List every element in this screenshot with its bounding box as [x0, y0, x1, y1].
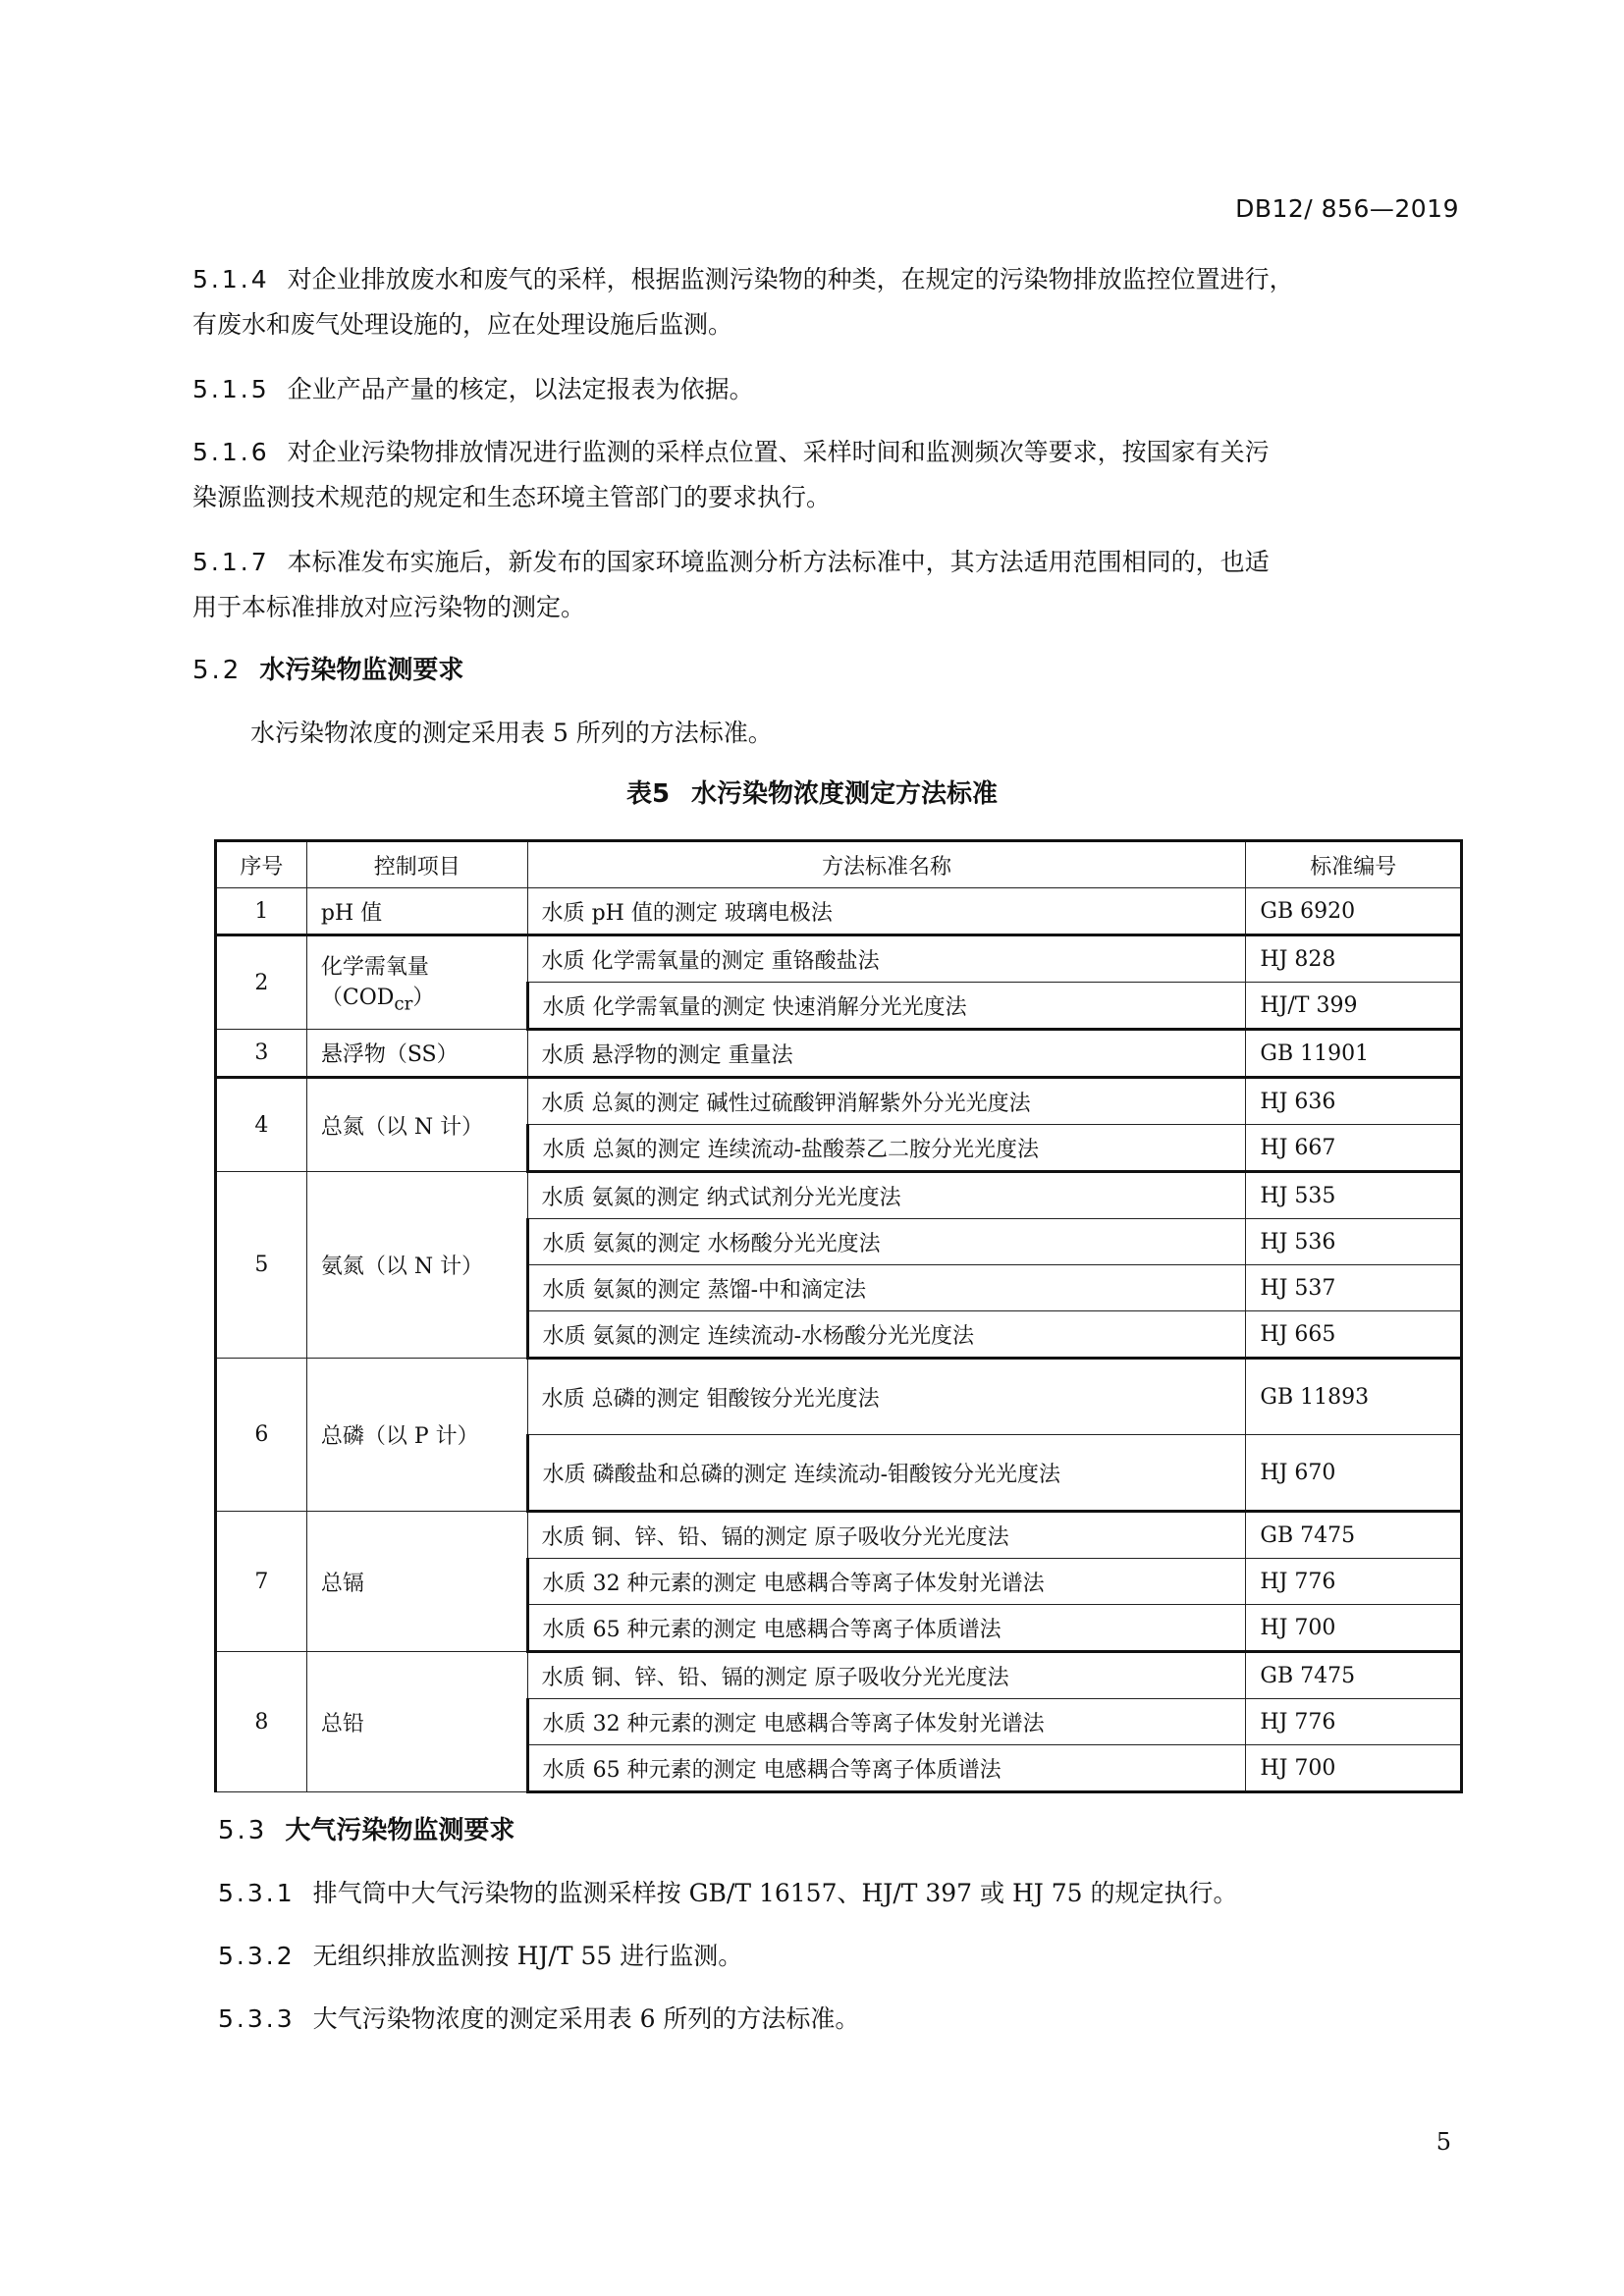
page-number: 5	[1435, 2128, 1451, 2156]
code-cell: HJ 700	[1246, 1745, 1462, 1792]
section-number: 5.3	[218, 1816, 268, 1845]
table-row	[216, 935, 1462, 983]
clause-text: 对企业排放废水和废气的采样，根据监测污染物的种类，在规定的污染物排放监控位置进行，	[287, 265, 1294, 294]
code-cell: HJ 667	[1246, 1125, 1462, 1172]
clause-5-3-3	[218, 1997, 1485, 2042]
item-name: 化学需氧量	[320, 955, 429, 981]
code-cell: HJ 636	[1246, 1078, 1462, 1125]
section-5-3-heading	[218, 1808, 514, 1853]
method-cell: 水质 总磷的测定 钼酸铵分光光度法	[527, 1359, 1246, 1435]
method-cell: 水质 铜、锌、铅、镉的测定 原子吸收分光光度法	[527, 1512, 1246, 1559]
header-item: 控制项目	[306, 841, 527, 888]
clause-text: 企业产品产量的核定，以法定报表为依据。	[287, 375, 754, 403]
standard-code-header: DB12/ 856—2019	[1235, 194, 1459, 223]
item-cell: 总氮（以 N 计）	[306, 1078, 527, 1172]
table-row	[216, 1652, 1462, 1699]
code-cell: HJ/T 399	[1246, 983, 1462, 1030]
section-title: 水污染物监测要求	[259, 656, 464, 685]
item-cell: 悬浮物（SS）	[306, 1030, 527, 1078]
table-header-row	[216, 841, 1462, 888]
code-cell: GB 11893	[1246, 1359, 1462, 1435]
code-cell: GB 7475	[1246, 1652, 1462, 1699]
section-5-2-heading	[192, 648, 463, 693]
clause-5-1-5	[192, 367, 1459, 412]
clause-number: 5.3.2	[218, 1942, 296, 1970]
code-cell: HJ 670	[1246, 1435, 1462, 1512]
section-number: 5.2	[192, 656, 243, 685]
code-cell: HJ 828	[1246, 935, 1462, 983]
code-cell: HJ 535	[1246, 1172, 1462, 1219]
item-cell: pH 值	[306, 888, 527, 935]
clause-5-1-7	[192, 540, 1459, 630]
clause-5-3-1	[218, 1871, 1485, 1916]
method-cell: 水质 磷酸盐和总磷的测定 连续流动-钼酸铵分光光度法	[527, 1435, 1246, 1512]
method-cell: 水质 化学需氧量的测定 快速消解分光光度法	[527, 983, 1246, 1030]
seq-cell: 1	[216, 888, 307, 935]
table-title: 水污染物浓度测定方法标准	[691, 779, 999, 809]
clause-number: 5.3.1	[218, 1879, 296, 1907]
clause-text-continued: 染源监测技术规范的规定和生态环境主管部门的要求执行。	[192, 483, 832, 511]
method-cell: 水质 65 种元素的测定 电感耦合等离子体质谱法	[527, 1605, 1246, 1652]
abbrev-subscript: cr	[394, 993, 413, 1015]
method-cell: 水质 悬浮物的测定 重量法	[527, 1030, 1246, 1078]
clause-number: 5.1.5	[192, 375, 270, 403]
section-title: 大气污染物监测要求	[285, 1816, 515, 1845]
code-cell: HJ 536	[1246, 1219, 1462, 1265]
clause-text: 无组织排放监测按 HJ/T 55 进行监测。	[312, 1942, 743, 1970]
clause-text: 本标准发布实施后，新发布的国家环境监测分析方法标准中，其方法适用范围相同的，也适	[287, 548, 1270, 576]
code-cell: HJ 665	[1246, 1311, 1462, 1359]
method-cell: 水质 氨氮的测定 水杨酸分光光度法	[527, 1219, 1246, 1265]
method-cell: 水质 氨氮的测定 连续流动-水杨酸分光光度法	[527, 1311, 1246, 1359]
item-abbrev	[321, 981, 513, 1014]
abbrev-text: （COD	[320, 986, 395, 1011]
clause-5-1-4	[192, 257, 1459, 347]
clause-text-continued: 用于本标准排放对应污染物的测定。	[192, 593, 586, 621]
method-cell: 水质 氨氮的测定 纳式试剂分光光度法	[527, 1172, 1246, 1219]
item-cell: 总镉	[306, 1512, 527, 1652]
table-5	[214, 839, 1463, 1793]
item-cell: 总铅	[306, 1652, 527, 1792]
seq-cell: 3	[216, 1030, 307, 1078]
table-number: 表5	[625, 779, 671, 809]
code-cell: GB 7475	[1246, 1512, 1462, 1559]
method-cell: 水质 32 种元素的测定 电感耦合等离子体发射光谱法	[527, 1699, 1246, 1745]
method-cell: 水质 铜、锌、铅、镉的测定 原子吸收分光光度法	[527, 1652, 1246, 1699]
table-row	[216, 1172, 1462, 1219]
clause-number: 5.1.6	[192, 438, 270, 466]
method-cell: 水质 化学需氧量的测定 重铬酸盐法	[527, 935, 1246, 983]
method-cell: 水质 总氮的测定 碱性过硫酸钾消解紫外分光光度法	[527, 1078, 1246, 1125]
header-code: 标准编号	[1246, 841, 1462, 888]
clause-text: 大气污染物浓度的测定采用表 6 所列的方法标准。	[312, 2004, 860, 2033]
table-5-caption	[0, 774, 1624, 810]
abbrev-close: ）	[412, 986, 435, 1011]
code-cell: GB 6920	[1246, 888, 1462, 935]
item-cell: 总磷（以 P 计）	[306, 1359, 527, 1512]
method-cell: 水质 总氮的测定 连续流动-盐酸萘乙二胺分光光度法	[527, 1125, 1246, 1172]
item-cell: 氨氮（以 N 计）	[306, 1172, 527, 1359]
code-cell: HJ 776	[1246, 1559, 1462, 1605]
method-cell: 水质 pH 值的测定 玻璃电极法	[527, 888, 1246, 935]
clause-5-1-6	[192, 430, 1459, 520]
clause-text: 排气筒中大气污染物的监测采样按 GB/T 16157、HJ/T 397 或 HJ 75 的规定执行。	[312, 1879, 1238, 1907]
header-method: 方法标准名称	[527, 841, 1246, 888]
clause-number: 5.1.7	[192, 548, 270, 576]
code-cell: HJ 700	[1246, 1605, 1462, 1652]
table-row	[216, 1512, 1462, 1559]
method-cell: 水质 32 种元素的测定 电感耦合等离子体发射光谱法	[527, 1559, 1246, 1605]
item-cell	[306, 935, 527, 1030]
clause-5-3-2	[218, 1934, 1485, 1979]
method-cell: 水质 65 种元素的测定 电感耦合等离子体质谱法	[527, 1745, 1246, 1792]
seq-cell: 2	[216, 935, 307, 1030]
seq-cell: 8	[216, 1652, 307, 1792]
table-row	[216, 1359, 1462, 1435]
header-seq: 序号	[216, 841, 307, 888]
method-cell: 水质 氨氮的测定 蒸馏-中和滴定法	[527, 1265, 1246, 1311]
code-cell: HJ 537	[1246, 1265, 1462, 1311]
code-cell: HJ 776	[1246, 1699, 1462, 1745]
clause-text-continued: 有废水和废气处理设施的，应在处理设施后监测。	[192, 310, 733, 339]
section-5-2-intro: 水污染物浓度的测定采用表 5 所列的方法标准。	[250, 719, 773, 747]
table-row	[216, 1078, 1462, 1125]
table-row	[216, 888, 1462, 935]
seq-cell: 4	[216, 1078, 307, 1172]
clause-text: 对企业污染物排放情况进行监测的采样点位置、采样时间和监测频次等要求，按国家有关污	[287, 438, 1270, 466]
seq-cell: 5	[216, 1172, 307, 1359]
table-row	[216, 1030, 1462, 1078]
seq-cell: 7	[216, 1512, 307, 1652]
seq-cell: 6	[216, 1359, 307, 1512]
clause-number: 5.1.4	[192, 265, 270, 294]
clause-number: 5.3.3	[218, 2004, 296, 2033]
code-cell: GB 11901	[1246, 1030, 1462, 1078]
